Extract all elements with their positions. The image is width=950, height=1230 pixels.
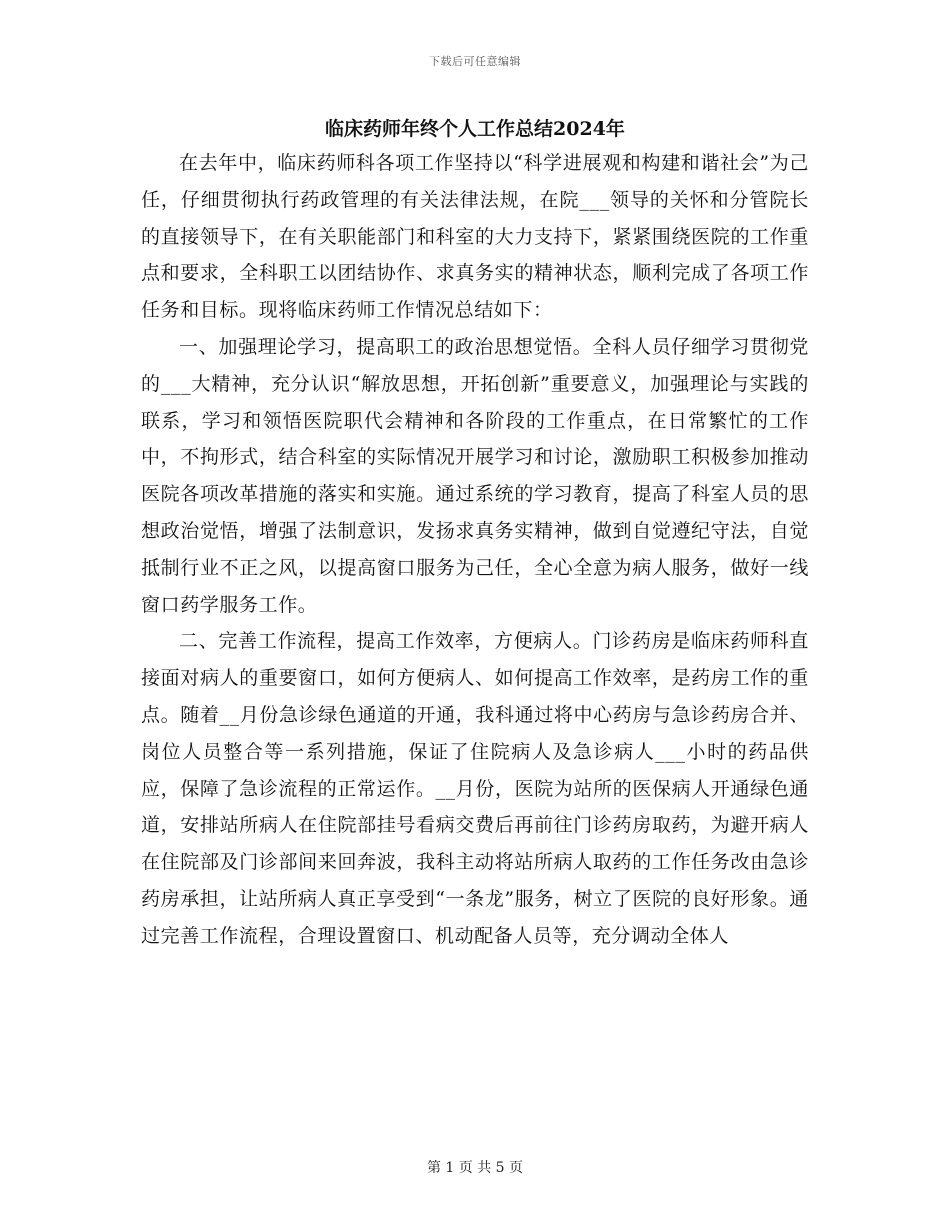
document-body [141,145,809,955]
paragraph-section-2: 二、完善工作流程，提高工作效率，方便病人。门诊药房是临床药师科直接面对病人的重要窗口，如何方便病人、如何提高工作效率，是药房工作的重点。随着__月份急诊绿色通道的开通，我科通过将中心药房与急诊药房合并、岗位人员整合等一系列措施，保证了住院病人及急诊病人___小时的药品供应，保障了急诊流程的正常运作。__月份，医院为站所的医保病人开通绿色通道，安排站所病人在住院部挂号看病交费后再前往门诊药房取药，为避开病人在住院部及门诊部间来回奔波，我科主动将站所病人取药的工作任务改由急诊药房承担，让站所病人真正享受到“一条龙”服务，树立了医院的良好形象。通过完善工作流程，合理设置窗口、机动配备人员等，充分调动全体人 [141,630,809,947]
document-title: 临床药师年终个人工作总结2024年 [325,118,625,140]
header-note: 下载后可任意编辑 [429,55,521,68]
paragraph-section-1: 一、加强理论学习，提高职工的政治思想觉悟。全科人员仔细学习贯彻党的___大精神，充分认识“解放思想，开拓创新”重要意义，加强理论与实践的联系，学习和领悟医院职代会精神和各阶段的工作重点，在日常繁忙的工作中，不拘形式，结合科室的实际情况开展学习和讨论，激励职工积极参加推动医院各项改革措施的落实和实施。通过系统的学习教育，提高了科室人员的思想政治觉悟，增强了法制意识，发扬求真务实精神，做到自觉遵纪守法，自觉抵制行业不正之风，以提高窗口服务为己任，全心全意为病人服务，做好一线窗口药学服务工作。 [141,335,809,616]
page-number: 第 1 页 共 5 页 [426,1160,524,1176]
paragraph-intro: 在去年中，临床药师科各项工作坚持以“科学进展观和构建和谐社会”为己任，仔细贯彻执行药政管理的有关法律法规，在院___领导的关怀和分管院长的直接领导下，在有关职能部门和科室的大力支持下，紧紧围绕医院的工作重点和要求，全科职工以团结协作、求真务实的精神状态，顺利完成了各项工作任务和目标。现将临床药师工作情况总结如下： [141,152,809,322]
